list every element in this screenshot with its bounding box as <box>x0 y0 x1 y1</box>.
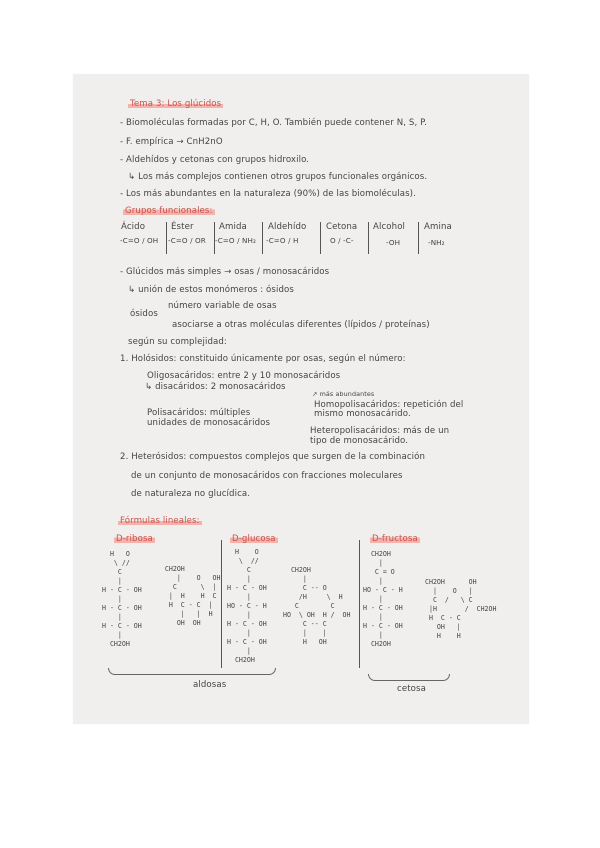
osidos-label: ósidos <box>130 309 158 319</box>
group-name: Ácido <box>121 222 146 232</box>
simple-line-3: según su complejidad: <box>128 337 227 347</box>
oligo-line-1: Oligosacáridos: entre 2 y 10 monosacáridos <box>147 371 341 381</box>
homo-line-2: mismo monosacárido. <box>314 409 411 419</box>
oligo-line-2: ↳ disacáridos: 2 monosacáridos <box>145 382 286 392</box>
osidos-branch-1: número variable de osas <box>168 301 277 311</box>
heterosidos-line-2: de un conjunto de monosacáridos con fracciones moleculares <box>131 471 403 481</box>
divider <box>320 222 321 254</box>
groups-heading: Grupos funcionales: <box>125 206 213 216</box>
fructosa-title: D-fructosa <box>372 534 418 544</box>
group-formula: -C=O / H <box>266 236 299 245</box>
aldosas-brace <box>108 668 276 675</box>
glucosa-cyclic-formula: CH2OH | C -- O /H \ H C C HO \ OH H / OH C -- C | | H OH <box>283 566 351 646</box>
holosidos-title: 1. Holósidos: constituido únicamente por osas, según el número: <box>120 354 406 364</box>
group-name: Amina <box>424 222 452 232</box>
mas-abundantes-note: ↗ más abundantes <box>312 390 375 398</box>
group-name: Éster <box>171 222 194 232</box>
group-name: Cetona <box>326 222 358 232</box>
ribosa-title: D-ribosa <box>116 534 153 544</box>
intro-line-5: - Los más abundantes en la naturaleza (90%) de las biomoléculas). <box>120 189 416 199</box>
column-divider <box>221 540 222 668</box>
simple-line-1: - Glúcidos más simples → osas / monosacáridos <box>120 267 330 277</box>
group-formula: -OH <box>386 238 401 247</box>
group-formula: O / -C- <box>330 236 354 245</box>
group-name: Alcohol <box>373 222 406 232</box>
heterosidos-line-1: 2. Heterósidos: compuestos complejos que surgen de la combinación <box>120 452 426 462</box>
group-formula: -C=O / NH₂ <box>215 236 256 245</box>
divider <box>166 222 167 254</box>
poli-line-2: unidades de monosacáridos <box>147 418 271 428</box>
hetero-line-2: tipo de monosacárido. <box>310 436 409 446</box>
intro-line-2: - F. empírica → CnH2nO <box>120 137 223 147</box>
group-name: Aldehído <box>268 222 307 232</box>
simple-line-2: ↳ unión de estos monómeros : ósidos <box>128 285 294 295</box>
heterosidos-line-3: de naturaleza no glucídica. <box>131 489 251 499</box>
divider <box>262 222 263 254</box>
fructosa-cyclic-formula: CH2OH OH | O | C / \ C |H / CH2OH H C - C OH | H H <box>425 578 497 640</box>
group-formula: -C=O / OH <box>120 236 159 245</box>
aldosas-label: aldosas <box>193 680 227 690</box>
group-name: Amida <box>219 222 247 232</box>
ribosa-linear-formula: H O \ // C | H - C - OH | H - C - OH | H - C - OH | CH2OH <box>102 550 142 648</box>
fructosa-linear-formula: CH2OH | C = O | HO - C - H | H - C - OH | H - C - OH | CH2OH <box>363 550 403 648</box>
intro-line-1: - Biomoléculas formadas por C, H, O. También puede contener N, S, P. <box>120 118 427 128</box>
cetosa-brace <box>368 674 450 681</box>
column-divider <box>359 540 360 668</box>
poli-line-1: Polisacáridos: múltiples <box>147 408 251 418</box>
osidos-branch-2: asociarse a otras moléculas diferentes (lípidos / proteínas) <box>172 320 430 330</box>
divider <box>368 222 369 254</box>
cetosa-label: cetosa <box>397 684 426 694</box>
hetero-line-1: Heteropolisacáridos: más de un <box>310 426 450 436</box>
group-formula: -C=O / OR <box>168 236 206 245</box>
divider <box>418 222 419 254</box>
page-title: Tema 3: Los glúcidos <box>130 99 222 109</box>
intro-line-4: ↳ Los más complejos contienen otros grupos funcionales orgánicos. <box>128 172 428 182</box>
formulas-heading: Fórmulas lineales: <box>120 516 200 526</box>
ribosa-cyclic-formula: CH2OH | O OH C \ | | H H C H C - C | | | H OH OH <box>164 565 221 627</box>
homo-line-1: Homopolisacáridos: repetición del <box>314 400 464 410</box>
glucosa-title: D-glucosa <box>232 534 276 544</box>
glucosa-linear-formula: H O \ // C | H - C - OH | HO - C - H | H - C - OH | H - C - OH | CH2OH <box>227 548 267 664</box>
group-formula: -NH₂ <box>428 238 445 247</box>
intro-line-3: - Aldehídos y cetonas con grupos hidroxilo. <box>120 155 310 165</box>
